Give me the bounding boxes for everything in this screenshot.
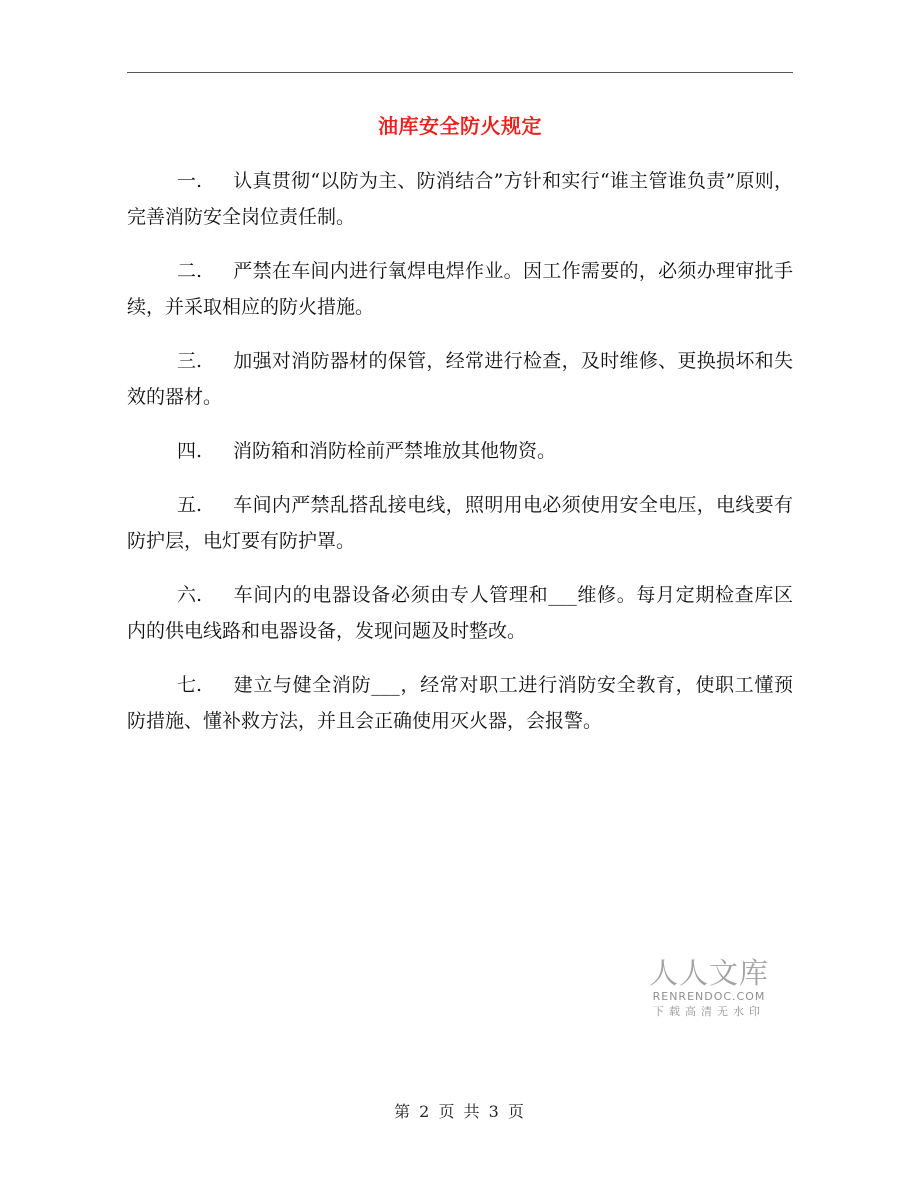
watermark-en: RENRENDOC.COM (652, 990, 766, 1003)
item-number: 三. (177, 350, 203, 372)
paragraph-item (127, 433, 793, 469)
paragraph-item (127, 253, 793, 325)
page-number: 第 2 页 共 3 页 (394, 1102, 526, 1121)
item-number: 六. (177, 584, 203, 606)
item-text: 认真贯彻“以防为主、防消结合”方针和实行“谁主管谁负责”原则，完善消防安全岗位责任制。 (127, 170, 793, 228)
item-text: 车间内严禁乱搭乱接电线，照明用电必须使用安全电压，电线要有防护层，电灯要有防护罩。 (127, 494, 793, 552)
watermark-logo (641, 956, 777, 1020)
item-text: 加强对消防器材的保管，经常进行检查，及时维修、更换损坏和失效的器材。 (127, 350, 793, 408)
item-text: 消防箱和消防栓前严禁堆放其他物资。 (233, 440, 557, 462)
item-text: 严禁在车间内进行氧焊电焊作业。因工作需要的，必须办理审批手续，并采取相应的防火措施。 (127, 260, 793, 318)
item-text: 车间内的电器设备必须由专人管理和___维修。每月定期检查库区内的供电线路和电器设备，发现问题及时整改。 (127, 584, 793, 642)
item-number: 二. (177, 260, 203, 282)
document-title: 油库安全防火规定 (378, 114, 542, 138)
paragraph-item (127, 163, 793, 235)
item-number: 七. (177, 674, 203, 696)
watermark-cn: 人人文库 (648, 956, 769, 990)
item-number: 一. (177, 170, 203, 192)
item-number: 五. (177, 494, 203, 516)
paragraph-item (127, 667, 793, 739)
paragraph-item (127, 487, 793, 559)
watermark-sub: 下载高清无水印 (653, 1005, 765, 1018)
item-text: 建立与健全消防___，经常对职工进行消防安全教育，使职工懂预防措施、懂补救方法，并且会正确使用灭火器，会报警。 (127, 674, 793, 732)
item-number: 四. (177, 440, 203, 462)
header-rule (127, 72, 793, 73)
document-body (127, 163, 793, 757)
paragraph-item (127, 343, 793, 415)
paragraph-item (127, 577, 793, 649)
